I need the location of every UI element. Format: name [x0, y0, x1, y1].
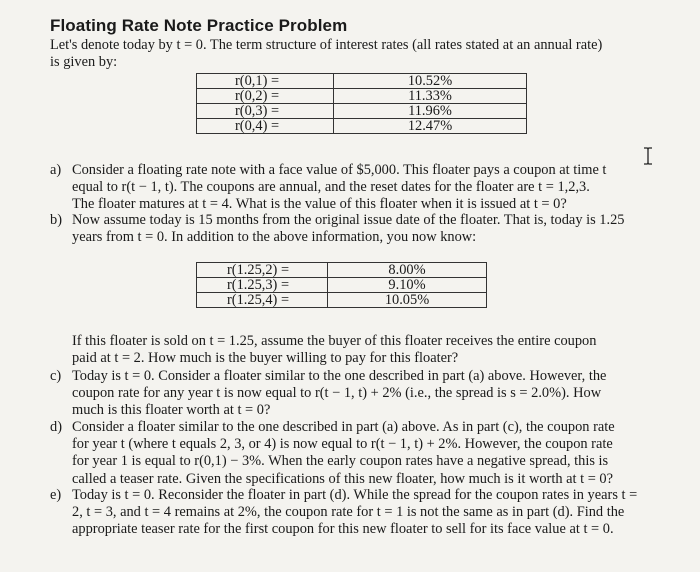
rate-label: r(0,1) = [197, 74, 334, 89]
question-line: for year t (where t equals 2, 3, or 4) is now equal to r(t − 1, t) + 2%. However, the coupon rate [72, 436, 613, 453]
question-line: equal to r(t − 1, t). The coupons are annual, and the reset dates for the floater are t = 1,2,3. [72, 179, 590, 196]
question-marker: a) [50, 162, 62, 178]
intro-line: is given by: [50, 54, 118, 70]
rate-value: 10.52% [334, 74, 527, 89]
table-row [197, 89, 527, 104]
rate-label: r(1.25,3) = [197, 278, 328, 293]
question-line: Today is t = 0. Reconsider the floater in part (d). While the spread for the coupon rates in years t = [72, 487, 638, 503]
question-marker: e) [50, 487, 62, 503]
question-line: 2, t = 3, and t = 4 remains at 2%, the coupon rate for t = 1 is not the same as in part (d). Find the [72, 504, 625, 521]
rate-value: 12.47% [334, 119, 527, 134]
rate-value: 9.10% [328, 278, 487, 293]
question-line: Consider a floating rate note with a face value of $5,000. This floater pays a coupon at time t [72, 162, 607, 178]
question-line: If this floater is sold on t = 1.25, assume the buyer of this floater receives the entire coupon [72, 333, 597, 349]
rate-value: 10.05% [328, 293, 487, 308]
forward-rate-table [196, 262, 487, 308]
rate-label: r(1.25,4) = [197, 293, 328, 308]
rate-value: 8.00% [328, 263, 487, 278]
question-line: Now assume today is 15 months from the original issue date of the floater. That is, today is 1.25 [72, 212, 625, 228]
question-marker: d) [50, 419, 62, 435]
question-line: Consider a floater similar to the one described in part (a) above. As in part (c), the coupon rate [72, 419, 615, 435]
intro-line: Let's denote today by t = 0. The term structure of interest rates (all rates stated at an annual rate) [50, 37, 603, 53]
rate-value: 11.33% [334, 89, 527, 104]
question-line: for year 1 is equal to r(0,1) − 3%. When the early coupon rates have a negative spread, this is [72, 453, 609, 470]
rate-label: r(0,2) = [197, 89, 334, 104]
intro-paragraph [50, 37, 670, 71]
term-structure-table [196, 73, 527, 134]
question-line: years from t = 0. In addition to the above information, you now know: [72, 229, 477, 246]
question-line: paid at t = 2. How much is the buyer willing to pay for this floater? [72, 350, 459, 367]
question-marker: c) [50, 368, 62, 384]
rate-label: r(0,3) = [197, 104, 334, 119]
question-b-followup [72, 333, 672, 367]
page-title: Floating Rate Note Practice Problem [50, 16, 348, 35]
question-line: coupon rate for any year t is now equal to r(t − 1, t) + 2% (i.e., the spread is s = 2.0%). How [72, 385, 602, 402]
question-marker: b) [50, 212, 62, 228]
table-row [197, 104, 527, 119]
table-row [197, 278, 487, 293]
rate-label: r(0,4) = [197, 119, 334, 134]
question-line: The floater matures at t = 4. What is the value of this floater when it is issued at t = 0? [72, 196, 567, 213]
text-cursor-icon [642, 147, 654, 165]
question-line: Today is t = 0. Consider a floater similar to the one described in part (a) above. However, the [72, 368, 607, 384]
rate-label: r(1.25,2) = [197, 263, 328, 278]
table-row [197, 263, 487, 278]
question-line: called a teaser rate. Given the specifications of this new floater, how much is it worth at t = 0? [72, 470, 614, 487]
question-line: much is this floater worth at t = 0? [72, 402, 271, 419]
table-row [197, 74, 527, 89]
rate-value: 11.96% [334, 104, 527, 119]
table-row [197, 293, 487, 308]
question-line: appropriate teaser rate for the first coupon for this new floater to sell for its face value at t = 0. [72, 521, 614, 538]
table-row [197, 119, 527, 134]
